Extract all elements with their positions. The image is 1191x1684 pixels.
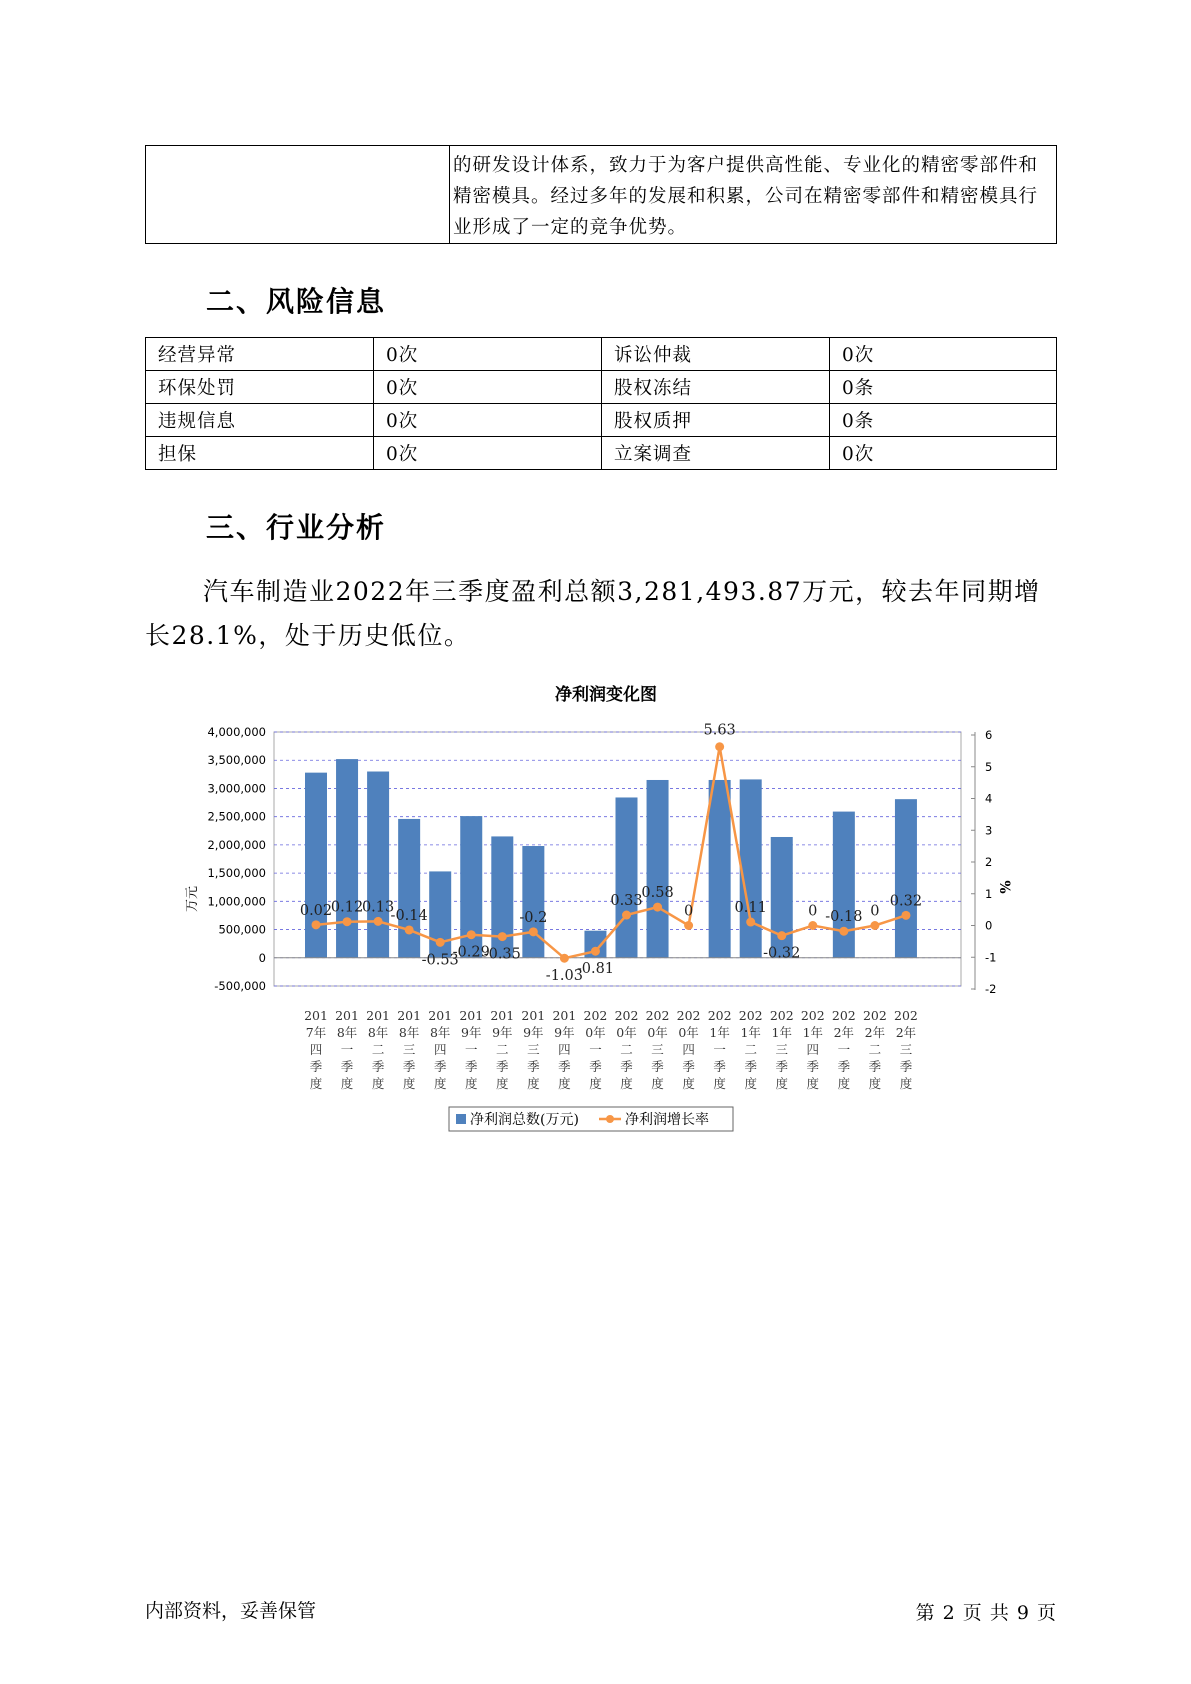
data-label: -0.2 [519,909,548,926]
data-label: 0 [808,903,818,920]
x-tick-label: 三 [775,1042,789,1057]
x-tick-label: 9年 [523,1025,544,1040]
growth-point [715,742,724,751]
x-tick-label: 二 [868,1042,882,1057]
x-tick-label: 9年 [461,1025,482,1040]
bar [895,799,917,958]
x-tick-label: 季 [682,1059,695,1074]
x-tick-label: 季 [589,1059,602,1074]
x-tick-label: 度 [620,1076,633,1091]
x-tick-label: 度 [309,1076,323,1091]
x-tick-label: 8年 [398,1025,420,1040]
risk-value: 0次 [374,371,602,404]
x-tick-label: 201 [552,1008,577,1023]
risk-value: 0条 [830,404,1057,437]
x-tick-label: 度 [713,1076,726,1091]
legend-bar-swatch [456,1114,466,1124]
y-tick-label-right: 3 [985,823,993,838]
data-label: -0.29 [452,944,490,961]
growth-point [808,921,817,930]
x-tick-label: 度 [433,1076,447,1091]
x-tick-label: 季 [868,1059,882,1074]
x-tick-label: 四 [309,1042,323,1057]
x-tick-label: 四 [682,1042,695,1057]
x-tick-label: 202 [676,1008,701,1023]
growth-point [901,911,910,920]
x-tick-label: 度 [496,1076,509,1091]
x-tick-label: 度 [340,1076,354,1091]
x-tick-label: 三 [527,1042,540,1057]
x-tick-label: 二 [371,1042,385,1057]
x-tick-label: 1年 [802,1025,824,1040]
growth-point [839,927,848,936]
x-tick-label: 202 [862,1008,887,1023]
growth-point [560,954,569,963]
x-tick-label: 2年 [864,1025,886,1040]
chart-title: 净利润变化图 [555,685,657,705]
risk-row [146,371,1057,404]
x-tick-label: 季 [309,1059,323,1074]
y-tick-label-left: 500,000 [218,922,266,937]
y-tick-label-left: 3,500,000 [207,753,266,768]
growth-point [777,931,786,940]
x-tick-label: 四 [558,1042,571,1057]
x-tick-label: 度 [868,1076,882,1091]
x-tick-label: 度 [402,1076,416,1091]
data-label: 0 [683,903,694,920]
risk-value: 0次 [374,404,602,437]
growth-point [498,932,507,941]
x-tick-label: 二 [744,1042,757,1057]
x-tick-label: 四 [806,1042,820,1057]
x-tick-label: 202 [800,1008,825,1023]
x-tick-label: 9年 [492,1025,513,1040]
data-label: -0.53 [421,952,459,969]
risk-value: 0条 [830,371,1057,404]
bar [367,772,389,958]
x-tick-label: 一 [713,1042,726,1057]
x-tick-label: 202 [831,1008,856,1023]
risk-row [146,404,1057,437]
x-tick-label: 202 [583,1008,608,1023]
x-tick-label: 季 [775,1059,789,1074]
x-tick-label: 季 [433,1059,447,1074]
x-tick-label: 三 [651,1042,664,1057]
section-heading-risk: 二、风险信息 [206,285,387,318]
data-label: 0.12 [330,899,364,916]
x-tick-label: 202 [645,1008,670,1023]
data-label: -0.18 [825,909,863,926]
x-tick-label: 季 [806,1059,820,1074]
x-tick-label: 2年 [895,1025,917,1040]
x-tick-label: 度 [744,1076,757,1091]
x-tick-label: 季 [651,1059,664,1074]
x-tick-label: 度 [371,1076,385,1091]
y-tick-label-right: 5 [985,759,993,774]
legend-line-label: 净利润增长率 [625,1112,709,1128]
growth-point [436,938,445,947]
growth-point [374,917,383,926]
x-tick-label: 8年 [367,1025,389,1040]
data-label: 5.63 [703,722,736,739]
data-label: 0.58 [641,885,674,902]
risk-label: 股权质押 [602,404,830,437]
x-tick-label: 201 [304,1008,328,1023]
x-tick-label: 季 [496,1059,509,1074]
x-tick-label: 202 [738,1008,763,1023]
data-label: 0.32 [889,893,923,910]
footer-confidential: 内部资料，妥善保管 [145,1600,317,1622]
y-axis-label-right: % [996,880,1012,894]
bar [709,780,731,958]
growth-point [529,927,538,936]
data-label: -1.03 [545,968,583,985]
risk-label: 环保处罚 [146,371,374,404]
growth-point [591,947,600,956]
x-tick-label: 202 [894,1008,918,1023]
x-tick-label: 季 [713,1059,726,1074]
data-label: 0.02 [299,902,333,919]
x-tick-label: 201 [428,1008,453,1023]
x-tick-label: 季 [620,1059,633,1074]
x-tick-label: 8年 [336,1025,358,1040]
y-tick-label-left: 3,000,000 [207,781,266,796]
x-tick-label: 0年 [678,1025,699,1040]
industry-analysis-paragraph: 汽车制造业2022年三季度盈利总额3,281,493.87万元，较去年同期增长28.1%，处于历史低位。 [145,577,1041,650]
x-tick-label: 一 [837,1042,851,1057]
intro-text: 的研发设计体系，致力于为客户提供高性能、专业化的精密零部件和精密模具。经过多年的发展和积累，公司在精密零部件和精密模具行业形成了一定的竞争优势。 [450,146,1057,244]
x-tick-label: 一 [464,1042,478,1057]
risk-value: 0次 [830,437,1057,470]
x-tick-label: 8年 [429,1025,451,1040]
data-label: 0.11 [734,900,767,917]
y-tick-label-right: -1 [985,950,997,965]
y-tick-label-left: 1,000,000 [207,894,266,909]
risk-label: 立案调查 [602,437,830,470]
y-tick-label-right: 4 [985,791,993,806]
bar [305,773,327,958]
growth-point [746,918,755,927]
x-tick-label: 季 [402,1059,416,1074]
x-tick-label: 0年 [616,1025,637,1040]
x-tick-label: 度 [775,1076,789,1091]
risk-value: 0次 [374,338,602,371]
x-tick-label: 季 [558,1059,571,1074]
risk-value: 0次 [374,437,602,470]
y-axis-label-left: 万元 [185,885,200,913]
intro-left-cell [146,146,450,244]
x-tick-label: 0年 [647,1025,668,1040]
data-label: -0.14 [390,907,428,924]
x-tick-label: 季 [837,1059,851,1074]
x-tick-label: 201 [335,1008,359,1023]
x-tick-label: 度 [682,1076,695,1091]
x-tick-label: 度 [899,1076,913,1091]
x-tick-label: 度 [589,1076,602,1091]
data-label: -0.81 [576,961,615,978]
risk-label: 担保 [146,437,374,470]
x-tick-label: 1年 [740,1025,761,1040]
x-tick-label: 一 [340,1042,354,1057]
y-tick-label-right: 0 [985,918,993,933]
x-tick-label: 三 [402,1042,416,1057]
x-tick-label: 四 [433,1042,447,1057]
bar [616,797,638,957]
x-tick-label: 1年 [709,1025,730,1040]
risk-label: 股权冻结 [602,371,830,404]
x-tick-label: 季 [899,1059,913,1074]
footer-page-number: 第 2 页 共 9 页 [915,1602,1057,1624]
x-tick-label: 季 [371,1059,385,1074]
x-tick-label: 201 [397,1008,422,1023]
x-tick-label: 201 [459,1008,484,1023]
bar [398,819,420,958]
x-tick-label: 季 [464,1059,478,1074]
risk-row [146,338,1057,371]
growth-point [312,920,321,929]
risk-label: 诉讼仲裁 [602,338,830,371]
growth-point [622,911,631,920]
growth-point [405,925,414,934]
x-tick-label: 1年 [771,1025,792,1040]
chart-svg [185,680,1012,1140]
x-tick-label: 二 [496,1042,509,1057]
y-tick-label-right: 2 [985,855,993,869]
data-label: 0.33 [610,893,643,910]
x-tick-label: 季 [744,1059,757,1074]
x-tick-label: 9年 [554,1025,575,1040]
risk-value: 0次 [830,338,1057,371]
risk-row [146,437,1057,470]
x-tick-label: 二 [620,1042,633,1057]
x-tick-label: 202 [707,1008,732,1023]
data-label: -0.32 [763,945,801,962]
y-tick-label-left: 2,000,000 [207,837,266,852]
x-tick-label: 季 [340,1059,354,1074]
data-label: 0 [870,903,880,920]
y-tick-label-left: 4,000,000 [207,725,266,739]
data-label: -0.35 [483,946,521,963]
x-tick-label: 201 [521,1008,546,1023]
x-tick-label: 度 [464,1076,478,1091]
growth-point [343,917,352,926]
x-tick-label: 度 [837,1076,851,1091]
company-intro-table [145,145,1057,244]
bar [522,846,544,958]
risk-info-table [145,337,1057,470]
x-tick-label: 度 [527,1076,540,1091]
growth-point [653,903,662,912]
x-tick-label: 202 [769,1008,794,1023]
x-tick-label: 度 [651,1076,664,1091]
x-tick-label: 2年 [833,1025,855,1040]
y-tick-label-left: 2,500,000 [207,809,266,824]
x-tick-label: 季 [527,1059,540,1074]
y-tick-label-right: 6 [985,728,993,742]
x-tick-label: 一 [589,1042,602,1057]
bar [336,759,358,958]
legend-line-marker [606,1115,614,1123]
risk-label: 违规信息 [146,404,374,437]
section-heading-industry: 三、行业分析 [206,511,387,544]
x-tick-label: 202 [614,1008,639,1023]
bar [740,779,762,957]
y-tick-label-left: 1,500,000 [207,866,266,881]
y-tick-label-right: -2 [985,982,997,996]
x-tick-label: 度 [558,1076,571,1091]
legend-bar-label: 净利润总数(万元) [470,1112,579,1128]
data-label: 0.13 [361,899,395,916]
net-profit-chart [185,680,1012,1140]
y-tick-label-left: -500,000 [214,979,266,993]
risk-label: 经营异常 [146,338,374,371]
x-tick-label: 7年 [305,1025,327,1040]
growth-point [684,921,693,930]
bar [833,812,855,958]
x-tick-label: 0年 [585,1025,606,1040]
growth-point [870,921,879,930]
x-tick-label: 201 [366,1008,391,1023]
x-tick-label: 201 [490,1008,515,1023]
y-tick-label-right: 1 [985,886,993,901]
x-tick-label: 三 [899,1042,913,1057]
bar [647,780,669,958]
x-tick-label: 度 [806,1076,820,1091]
y-tick-label-left: 0 [258,950,266,965]
growth-point [467,930,476,939]
